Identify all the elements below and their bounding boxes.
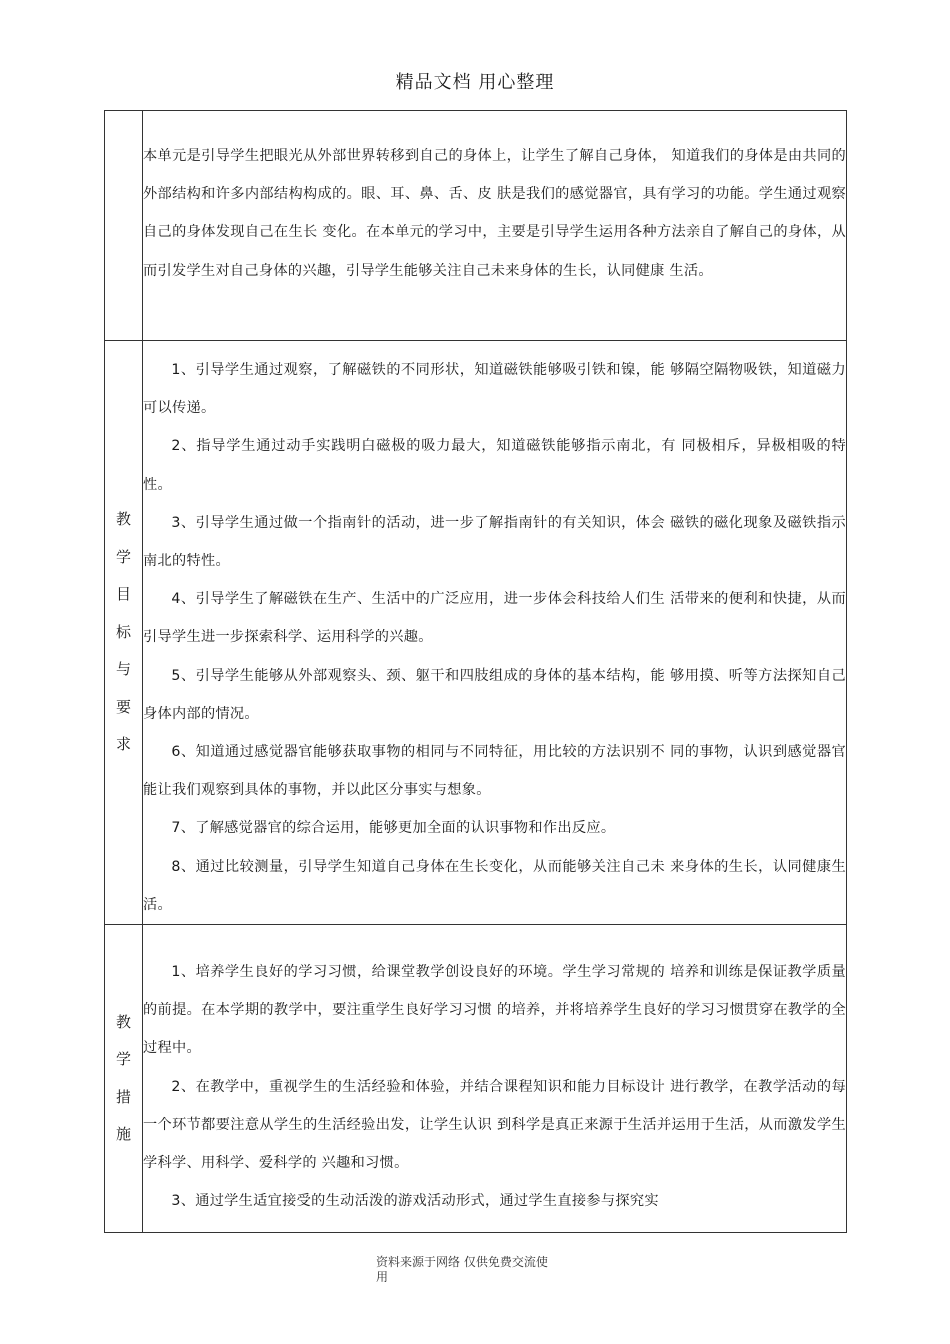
goal-item: 1、引导学生通过观察，了解磁铁的不同形状，知道磁铁能够吸引铁和镍，能 够隔空隔物吸铁，知道磁力可以传递。 xyxy=(143,362,846,417)
measures-label-char: 教 xyxy=(115,1012,131,1031)
goals-label-char: 要 xyxy=(115,697,131,716)
goals-row xyxy=(105,341,847,925)
measures-label-char: 措 xyxy=(115,1087,131,1106)
goals-label-char: 教 xyxy=(115,510,131,529)
goal-item: 7、了解感觉器官的综合运用，能够更加全面的认识事物和作出反应。 xyxy=(171,820,616,837)
intro-label-cell xyxy=(105,111,143,341)
goal-item: 8、通过比较测量，引导学生知道自己身体在生长变化，从而能够关注自己未 来身体的生长，认同健康生活。 xyxy=(143,858,846,913)
measures-row xyxy=(105,925,847,1233)
footer-line: 用 xyxy=(376,1270,389,1284)
goal-item: 2、指导学生通过动手实践明白磁极的吸力最大，知道磁铁能够指示南北，有 同极相斥，异极相吸的特性。 xyxy=(143,438,846,493)
goals-label-char: 学 xyxy=(115,547,131,566)
plan-table xyxy=(104,110,847,1233)
goals-vertical-label xyxy=(105,501,142,764)
measures-content-cell xyxy=(143,925,847,1233)
footer-note xyxy=(376,1255,576,1285)
measure-item: 2、在教学中，重视学生的生活经验和体验，并结合课程知识和能力目标设计 进行教学，在教学活动的每一个环节都要注意从学生的生活经验出发，让学生认识 到科学是真正来源于生活并运用于生活，从而激发学生学科学、用科学、爱科学的 兴趣和习惯。 xyxy=(143,1078,846,1172)
footer-line: 资料来源于网络 仅供免费交流使 xyxy=(376,1255,548,1269)
measures-label-cell xyxy=(105,925,143,1233)
intro-row xyxy=(105,111,847,341)
goals-label-char: 求 xyxy=(115,735,131,754)
goals-label-char: 标 xyxy=(115,622,131,641)
measures-label-char: 施 xyxy=(115,1125,131,1144)
measure-item: 1、培养学生良好的学习习惯，给课堂教学创设良好的环境。学生学习常规的 培养和训练是保证教学质量的前提。在本学期的教学中，要注重学生良好学习习惯 的培养，并将培养学生良好的学习习惯贯穿在教学的全过程中。 xyxy=(143,964,846,1057)
goal-item: 5、引导学生能够从外部观察头、颈、躯干和四肢组成的身体的基本结构，能 够用摸、听等方法探知自己身体内部的情况。 xyxy=(143,667,846,722)
goal-item: 4、引导学生了解磁铁在生产、生活中的广泛应用，进一步体会科技给人们生 活带来的便利和快捷，从而引导学生进一步探索科学、运用科学的兴趣。 xyxy=(143,591,846,646)
goals-label-cell xyxy=(105,341,143,925)
intro-content-cell xyxy=(143,111,847,341)
measure-item: 3、通过学生适宜接受的生动活泼的游戏活动形式，通过学生直接参与探究实 xyxy=(171,1193,659,1210)
measures-vertical-label xyxy=(105,1004,142,1154)
goal-item: 6、知道通过感觉器官能够获取事物的相同与不同特征，用比较的方法识别不 同的事物，认识到感觉器官能让我们观察到具体的事物，并以此区分事实与想象。 xyxy=(143,744,846,799)
goal-item: 3、引导学生通过做一个指南针的活动，进一步了解指南针的有关知识，体会 磁铁的磁化现象及磁铁指示南北的特性。 xyxy=(143,514,846,570)
intro-paragraph: 本单元是引导学生把眼光从外部世界转移到自己的身体上，让学生了解自己身体， 知道我们的身体是由共同的外部结构和许多内部结构构成的。眼、耳、鼻、舌、皮 肤是我们的感觉器官，具有学习的功能。学生通过观察自己的身体发现自己在生长 变化。在本单元的学习中，主要是引导学生运用各种方法亲自了解自己的身体，从 而引发学生对自己身体的兴趣，引导学生能够关注自己未来身体的生长，认同健康 生活。 xyxy=(143,148,846,279)
page-title: 精品文档 用心整理 xyxy=(395,72,555,93)
goals-label-char: 目 xyxy=(115,585,131,604)
goals-content-cell xyxy=(143,341,847,925)
measures-label-char: 学 xyxy=(115,1050,131,1069)
goals-label-char: 与 xyxy=(115,660,131,679)
